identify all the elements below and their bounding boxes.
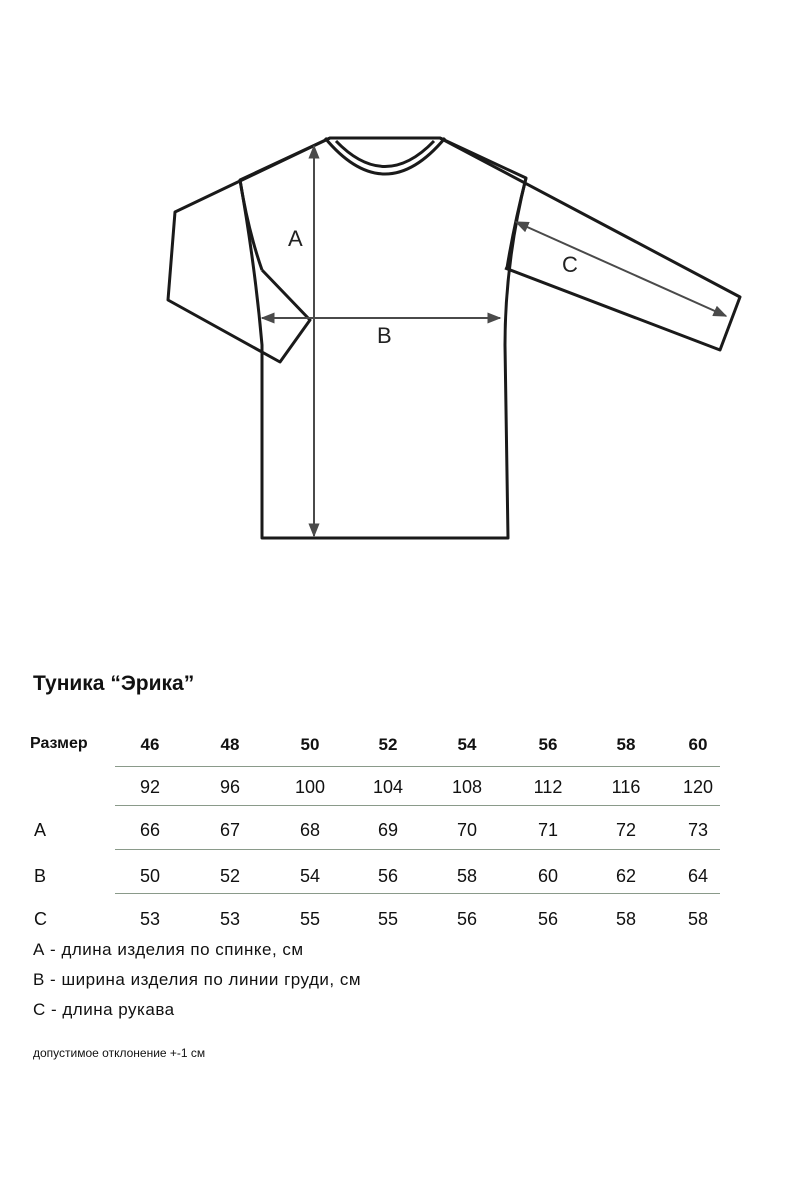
legend-item-a: А - длина изделия по спинке, см [33,940,304,959]
table-cell: 68 [299,820,321,840]
table-cell: 69 [377,820,399,840]
table-cell: 66 [139,820,161,840]
table-cell: 56 [456,909,478,929]
table-cell: 52 [219,866,241,886]
table-row [30,909,730,943]
table-divider [115,766,720,767]
size-header-label: Размер [30,735,88,752]
table-cell: 67 [219,820,241,840]
row-label: A [34,820,47,840]
table-cell: 72 [615,820,637,840]
size-cell: 48 [220,735,240,754]
size-cell: 58 [616,735,636,754]
table-cell: 56 [377,866,399,886]
table-cell: 56 [537,909,559,929]
table-cell: 100 [294,777,326,797]
label-b: B [377,323,392,348]
table-cell: 55 [377,909,399,929]
measurement-legend [33,940,361,1030]
tolerance-note: допустимое отклонение +-1 см [33,1046,206,1060]
size-header-row [30,735,730,769]
legend-item-b: В - ширина изделия по линии груди, см [33,970,362,989]
table-cell: 58 [687,909,709,929]
table-divider [115,805,720,806]
table-cell: 70 [456,820,478,840]
size-cell: 60 [688,735,708,754]
table-cell: 62 [615,866,637,886]
table-cell: 55 [299,909,321,929]
legend-item-c: С - длина рукава [33,1000,175,1019]
size-cell: 50 [300,735,320,754]
arrow-c-sleeve [516,222,726,316]
size-cell: 52 [378,735,398,754]
table-cell: 50 [139,866,161,886]
table-cell: 58 [456,866,478,886]
table-cell: 112 [533,777,563,797]
table-divider [115,893,720,894]
table-cell: 120 [682,777,714,797]
table-cell: 108 [451,777,483,797]
row-label: C [34,909,47,929]
table-cell: 53 [139,909,161,929]
table-divider [115,849,720,850]
size-cell: 46 [140,735,160,754]
table-cell: 64 [687,866,709,886]
measurement-arrows [262,146,726,536]
table-cell: 104 [372,777,404,797]
size-cell: 56 [538,735,558,754]
row-label: B [34,866,47,886]
label-c: C [562,252,578,277]
tunic-outline [168,138,740,538]
table-cell: 96 [219,777,241,797]
table-cell: 73 [687,820,709,840]
table-cell: 116 [611,777,641,797]
table-cell: 60 [537,866,559,886]
size-cell: 54 [457,735,477,754]
table-cell: 54 [299,866,321,886]
table-cell: 92 [139,777,161,797]
label-a: A [288,226,303,251]
table-cell: 53 [219,909,241,929]
table-row [30,866,730,900]
table-cell: 58 [615,909,637,929]
product-title: Туника “Эрика” [33,672,195,695]
table-cell: 71 [537,820,559,840]
